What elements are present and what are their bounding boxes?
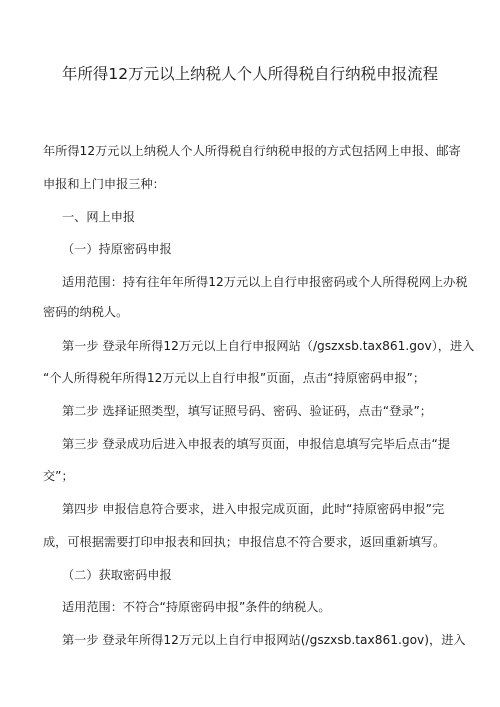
step-line: 第四步 申报信息符合要求，进入申报完成页面，此时“持原密码申报”完: [62, 502, 445, 516]
step-line: 成，可根据需要打印申报表和回执；申报信息不符合要求，返回重新填写。: [43, 535, 446, 549]
step-line: 交”；: [43, 469, 74, 483]
step-line: 第三步 登录成功后进入申报表的填写页面，申报信息填写完毕后点击“提: [62, 437, 450, 451]
paragraph-line: 适用范围：持有往年年所得12万元以上自行申报密码或个人所得税网上办税: [62, 275, 468, 289]
subsection-heading: （一）持原密码申报: [62, 242, 172, 256]
subsection-heading: （二）获取密码申报: [62, 568, 172, 582]
step-line: “个人所得税年所得12万元以上自行申报”页面，点击“持原密码申报”；: [43, 371, 426, 385]
document-title: 年所得12万元以上纳税人个人所得税自行纳税申报流程: [61, 65, 439, 83]
step-line: 第二步 选择证照类型，填写证照号码、密码、验证码，点击“登录”；: [62, 404, 432, 418]
paragraph-line: 密码的纳税人。: [43, 305, 129, 319]
step-line: 第一步 登录年所得12万元以上自行申报网站(/gszxsb.tax861.gov)，进入: [62, 633, 466, 647]
step-line: 第一步 登录年所得12万元以上自行申报网站（/gszxsb.tax861.gov），进入: [62, 339, 475, 353]
paragraph-line: 申报和上门申报三种：: [43, 177, 165, 191]
paragraph-line: 适用范围：不符合“持原密码申报”条件的纳税人。: [62, 600, 331, 614]
paragraph-line: 年所得12万元以上纳税人个人所得税自行纳税申报的方式包括网上申报、邮寄: [43, 144, 461, 158]
section-heading: 一、网上申报: [62, 210, 136, 224]
